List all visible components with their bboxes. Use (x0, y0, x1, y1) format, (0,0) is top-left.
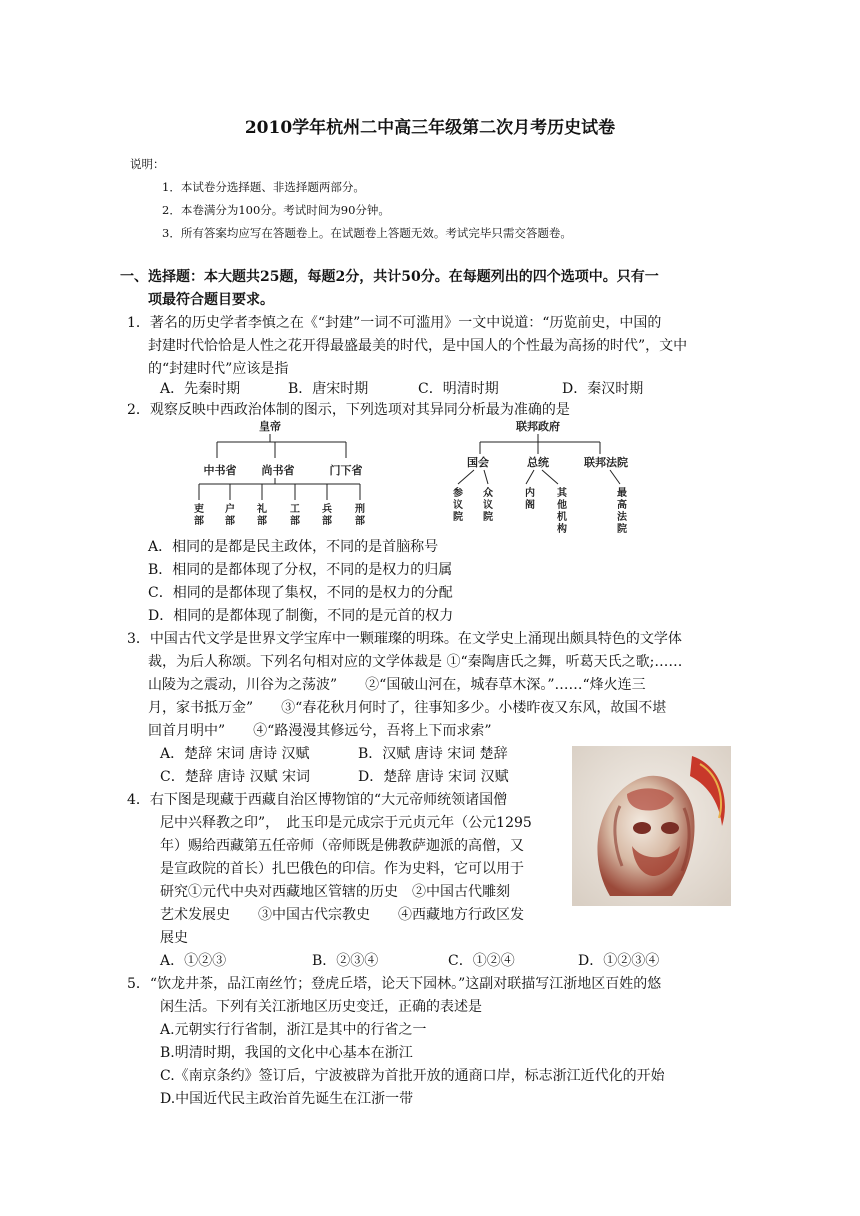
diagram-leaf: 户部 (225, 504, 235, 527)
q2-option-b: B．相同的是都体现了分权，不同的是权力的归属 (148, 562, 453, 578)
q2-option-a: A．相同的是都是民主政体，不同的是首脑称号 (148, 539, 439, 555)
q5-stem: 闲生活。下列有关江浙地区历史变迁，正确的表述是 (160, 999, 482, 1015)
q1-stem: 的“封建时代”应该是指 (148, 361, 289, 377)
q5-option-d: D.中国近代民主政治首先诞生在江浙一带 (160, 1091, 414, 1107)
diagram-root-label: 联邦政府 (516, 420, 560, 433)
diagram-node: 门下省 (329, 464, 363, 477)
q1-option-c: C．明清时期 (418, 381, 499, 397)
q3-option-c: C．楚辞 唐诗 汉赋 宋词 (160, 769, 311, 785)
q1-option-b: B．唐宋时期 (288, 381, 369, 397)
q3-option-b: B．汉赋 唐诗 宋词 楚辞 (358, 746, 508, 762)
q4-stem: 年）赐给西藏第五任帝师（帝师既是佛教萨迦派的高僧，又 (160, 838, 524, 854)
diagram-leaf: 其他机构 (557, 488, 567, 535)
q3-stem: 裁，为后人称颂。下列名句相对应的文学体裁是 ①“秦陶唐氏之舞，听葛天氏之歌;…… (148, 654, 683, 670)
q4-stem: 艺术发展史 ③中国古代宗教史 ④西藏地方行政区发 (160, 907, 524, 923)
q4-option-c: C．①②④ (448, 953, 515, 969)
q5-option-c: C.《南京条约》签订后，宁波被辟为首批开放的通商口岸，标志浙江近代化的开始 (160, 1068, 665, 1084)
q5-stem: 5．“饮龙井茶，品江南丝竹；登虎丘塔，论天下园林。”这副对联描写江浙地区百姓的悠 (127, 976, 662, 992)
note-item: 1．本试卷分选择题、非选择题两部分。 (162, 180, 365, 194)
q4-stem: 是宣政院的首长）扎巴俄色的印信。作为史料，它可以用于 (160, 861, 524, 877)
q3-option-d: D．楚辞 唐诗 宋词 汉赋 (358, 769, 509, 785)
diagram-node: 国会 (467, 456, 489, 469)
q2-stem: 2．观察反映中西政治体制的图示，下列选项对其异同分析最为准确的是 (127, 402, 570, 418)
q3-option-a: A．楚辞 宋词 唐诗 汉赋 (160, 746, 310, 762)
diagram-leaf: 刑部 (355, 504, 365, 527)
note-item: 3．所有答案均应写在答题卷上。在试题卷上答题无效。考试完毕只需交答题卷。 (162, 226, 572, 240)
q3-stem: 3．中国古代文学是世界文学宝库中一颗璀璨的明珠。在文学史上涌现出颇具特色的文学体 (127, 631, 682, 647)
diagram-leaf: 礼部 (257, 504, 267, 527)
q3-stem: 回首月明中” ④“路漫漫其修远兮，吾将上下而求索” (148, 723, 492, 739)
q2-option-d: D．相同的是都体现了制衡，不同的是元首的权力 (148, 608, 454, 624)
q4-stem: 4．右下图是现藏于西藏自治区博物馆的“大元帝师统领诸国僧 (127, 792, 508, 808)
q4-option-b: B．②③④ (312, 953, 379, 969)
diagram-leaf: 兵部 (322, 504, 332, 527)
diagram-node: 尚书省 (261, 464, 295, 477)
us-system-diagram (440, 418, 660, 536)
q1-option-a: A．先秦时期 (160, 381, 241, 397)
china-system-diagram (190, 418, 380, 534)
diagram-root-label: 皇帝 (259, 420, 281, 433)
q4-option-d: D．①②③④ (578, 953, 660, 969)
diagram-node: 联邦法院 (584, 456, 628, 469)
section-heading-cont: 项最符合题目要求。 (148, 292, 274, 308)
q2-option-c: C．相同的是都体现了集权，不同的是权力的分配 (148, 585, 453, 601)
q4-option-a: A．①②③ (160, 953, 227, 969)
q1-stem: 封建时代恰恰是人性之花开得最盛最美的时代，是中国人的个性最为高扬的时代”，文中 (148, 338, 688, 354)
diagram-leaf: 最高法院 (617, 488, 627, 535)
diagram-leaf: 众议院 (483, 488, 493, 523)
diagram-node: 总统 (527, 456, 549, 469)
diagram-leaf: 内阁 (525, 488, 535, 511)
exam-title: 2010学年杭州二中高三年级第二次月考历史试卷 (244, 118, 616, 138)
diagram-node: 中书省 (203, 464, 237, 477)
q3-stem: 月，家书抵万金” ③“春花秋月何时了，往事知多少。小楼昨夜又东风，故国不堪 (148, 700, 667, 716)
notes-label: 说明： (130, 157, 165, 171)
jade-seal-image (572, 746, 731, 906)
diagram-leaf: 工部 (290, 504, 300, 527)
q4-stem: 研究①元代中央对西藏地区管辖的历史 ②中国古代雕刻 (160, 884, 510, 900)
section-heading: 一、选择题：本大题共25题，每题2分，共计50分。在每题列出的四个选项中。只有一 (120, 269, 659, 285)
q5-option-a: A.元朝实行行省制，浙江是其中的行省之一 (160, 1022, 427, 1038)
q3-stem: 山陵为之震动，川谷为之荡波” ②“国破山河在，城春草木深。”……“烽火连三 (148, 677, 646, 693)
diagram-leaf: 吏部 (194, 504, 204, 527)
note-item: 2．本卷满分为100分。考试时间为90分钟。 (162, 203, 390, 217)
q4-stem: 展史 (160, 930, 188, 946)
diagram-leaf: 参议院 (453, 488, 463, 523)
q1-option-d: D．秦汉时期 (562, 381, 644, 397)
q1-stem: 1．著名的历史学者李慎之在《“封建”一词不可滥用》一文中说道：“历览前史，中国的 (127, 315, 662, 331)
q5-option-b: B.明清时期，我国的文化中心基本在浙江 (160, 1045, 413, 1061)
q4-stem: 尼中兴释教之印”， 此玉印是元成宗于元贞元年（公元1295 (160, 815, 532, 831)
